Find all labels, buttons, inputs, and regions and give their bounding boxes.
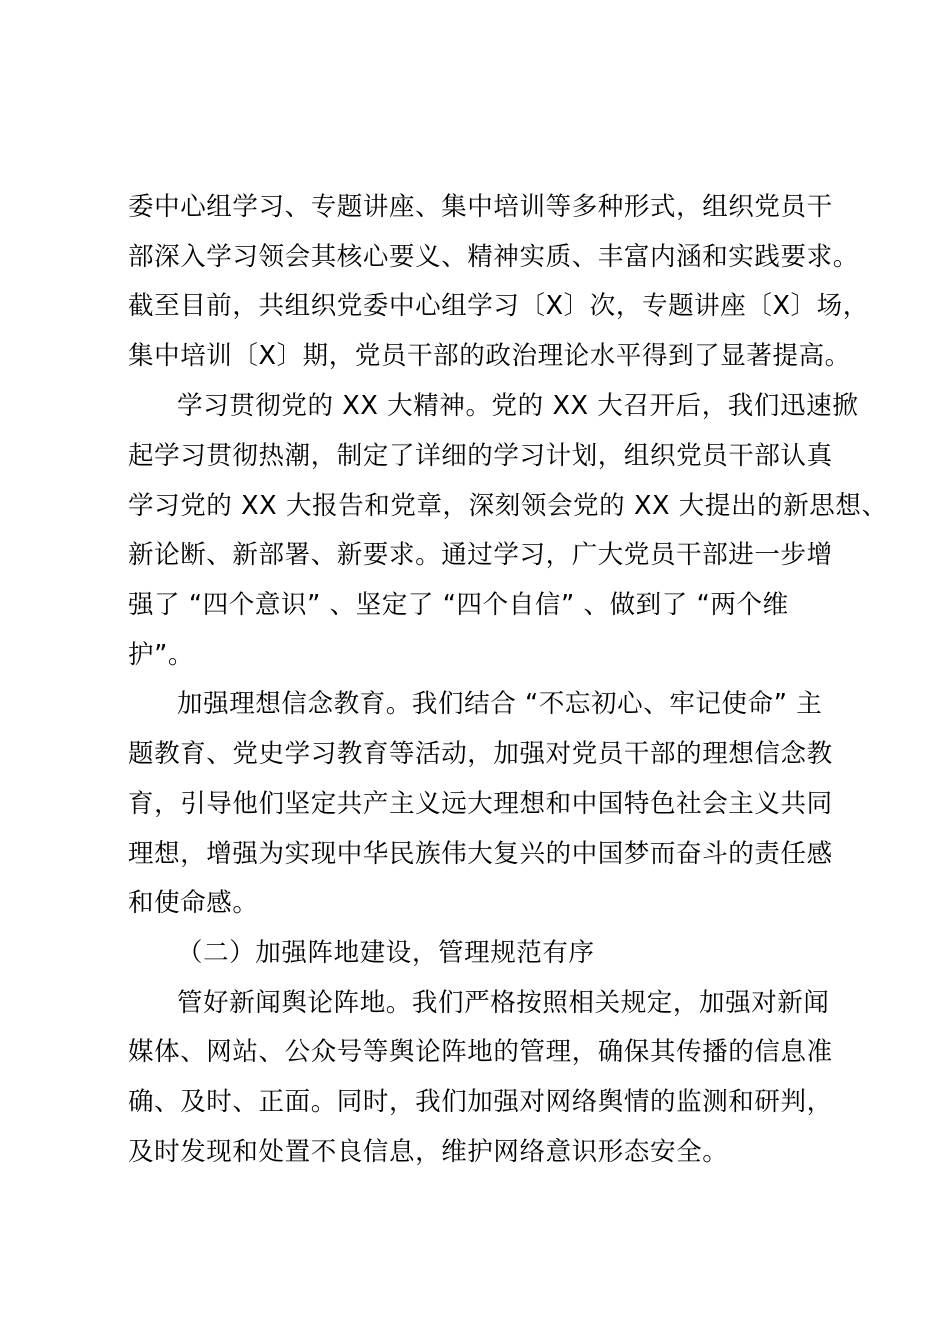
- text-line: 起学习贯彻热潮，制定了详细的学习计划，组织党员干部认真: [128, 441, 833, 471]
- text-line: 及时发现和处置不良信息，维护网络意识形态安全。: [128, 1137, 729, 1167]
- text-line: 集中培训〔X〕期，党员干部的政治理论水平得到了显著提高。: [128, 341, 851, 371]
- text-line: 强了 “四个意识” 、坚定了 “四个自信” 、做到了 “两个维: [128, 590, 789, 620]
- text-line: 新论断、新部署、新要求。通过学习，广大党员干部进一步增: [128, 540, 833, 570]
- text-line: 媒体、网站、公众号等舆论阵地的管理，确保其传播的信息准: [128, 1037, 833, 1067]
- text-line: 和使命感。: [128, 888, 259, 918]
- paragraph-first-line: 学习贯彻党的 XX 大精神。党的 XX 大召开后，我们迅速掀: [177, 391, 859, 421]
- text-line: 截至目前，共组织党委中心组学习〔X〕次，专题讲座〔X〕场，: [128, 291, 869, 321]
- text-line: 委中心组学习、专题讲座、集中培训等多种形式，组织党员干: [128, 192, 833, 222]
- text-line: 确、及时、正面。同时，我们加强对网络舆情的监测和研判，: [128, 1087, 833, 1117]
- section-heading: （二）加强阵地建设，管理规范有序: [177, 938, 595, 968]
- paragraph-first-line: 管好新闻舆论阵地。我们严格按照相关规定，加强对新闻: [177, 988, 830, 1018]
- text-line: 护”。: [128, 640, 195, 670]
- text-line: 学习党的 XX 大报告和党章，深刻领会党的 XX 大提出的新思想、: [128, 491, 888, 521]
- text-line: 部深入学习领会其核心要义、精神实质、丰富内涵和实践要求。: [128, 242, 859, 272]
- text-line: 理想，增强为实现中华民族伟大复兴的中国梦而奋斗的责任感: [128, 839, 833, 869]
- text-line: 题教育、党史学习教育等活动，加强对党员干部的理想信念教: [128, 739, 833, 769]
- text-line: 育，引导他们坚定共产主义远大理想和中国特色社会主义共同: [128, 789, 833, 819]
- paragraph-first-line: 加强理想信念教育。我们结合 “不忘初心、牢记使命” 主: [177, 689, 823, 719]
